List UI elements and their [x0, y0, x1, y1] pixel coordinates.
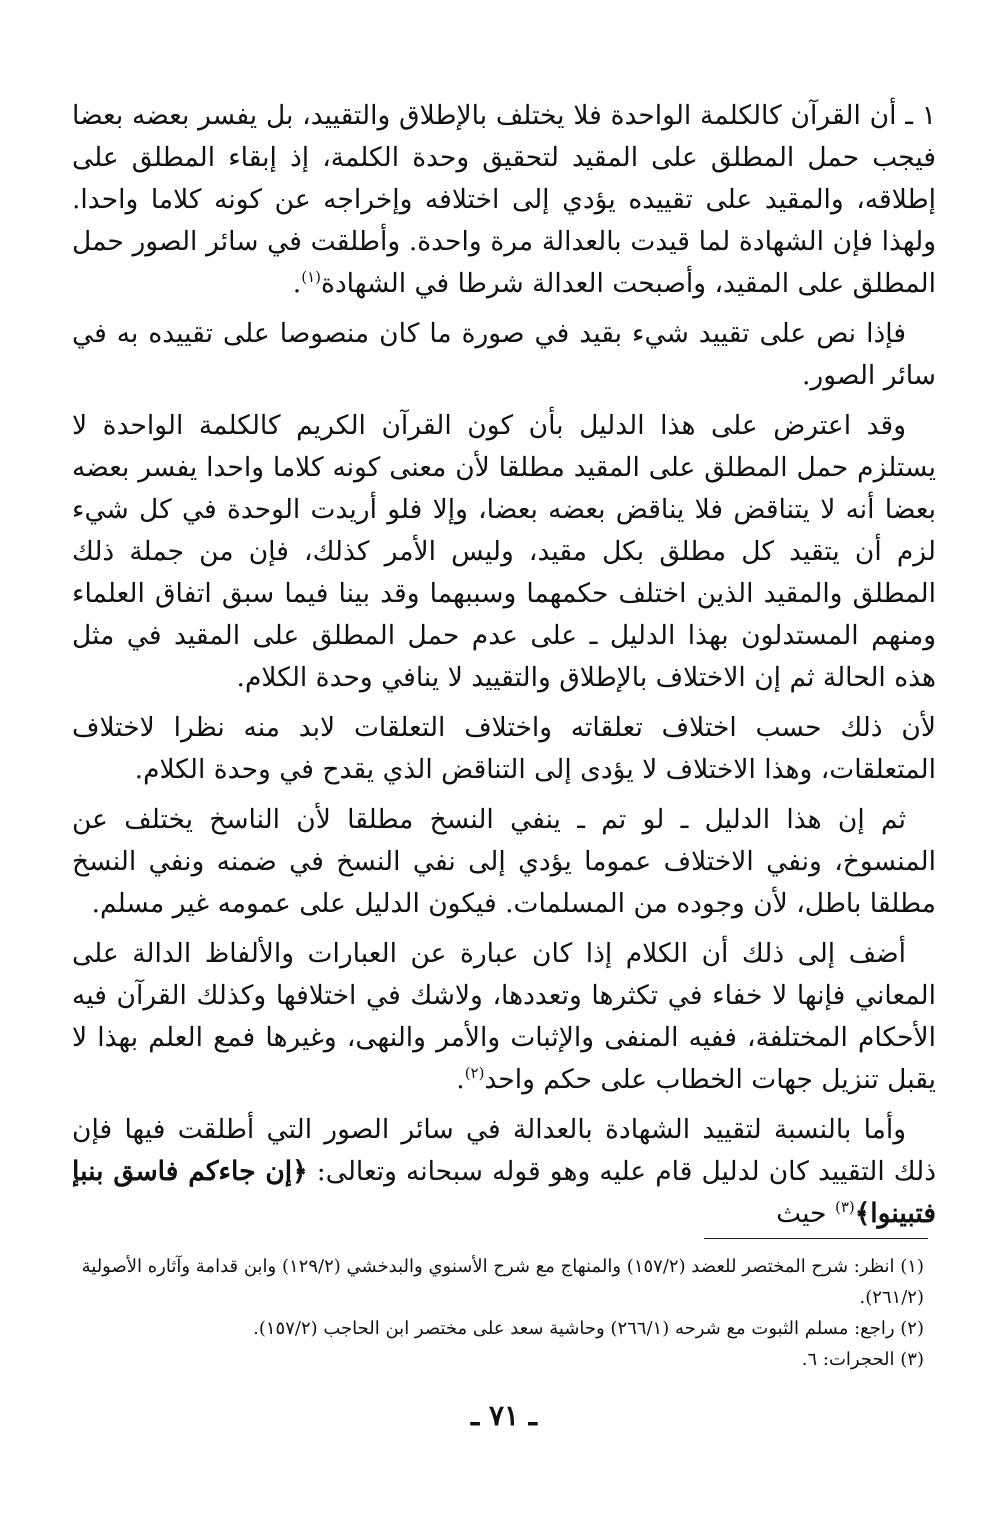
paragraph-7 [72, 1109, 936, 1235]
footnote-divider [704, 1238, 928, 1239]
paragraph-3: وقد اعترض على هذا الدليل بأن كون القرآن الكريم كالكلمة الواحدة لا يستلزم حمل المطلق على المقيد مطلقا لأن معنى كونه كلاما واحدا يفسر بعضه بعضا أنه لا يتناقض فلا يناقض بعضه بعضا، وإلا فلو أريدت الوحدة في كل شيء لزم أن يتقيد كل مطلق بكل مقيد، وليس الأمر كذلك، فإن من جملة ذلك المطلق والمقيد الذين اختلف حكمهما وسببهما وقد بينا فيما سبق اتفاق العلماء ومنهم المستدلون بهذا الدليل ـ على عدم حمل المطلق على المقيد في مثل هذه الحالة ثم إن الاختلاف بالإطلاق والتقييد لا ينافي وحدة الكلام. [72, 410, 936, 693]
paragraph-7-text: وأما بالنسبة لتقييد الشهادة بالعدالة في سائر الصور التي أطلقت فيها فإن ذلك التقييد كان لدليل قام عليه وهو قوله سبحانه وتعالى: [72, 1114, 936, 1187]
paragraph-6 [72, 933, 936, 1101]
paragraph-6-end: . [456, 1064, 465, 1095]
footnote-1: (١) انظر: شرح المختصر للعضد (١٥٧/٢) والمنهاج مع شرح الأسنوي والبدخشي (١٢٩/٢) وابن قدامة وآثاره الأصولية (٢٦١/٢). [81, 1256, 924, 1308]
paragraph-4: لأن ذلك حسب اختلاف تعلقاته واختلاف التعلقات لابد منه نظرا لاختلاف المتعلقات، وهذا الاختلاف لا يؤدى إلى التناقض الذي يقدح في وحدة الكلام. [72, 712, 936, 785]
main-text [72, 95, 936, 1243]
paragraph-1 [72, 95, 936, 305]
footnote-ref-1[interactable]: (١) [301, 268, 321, 287]
paragraph-1-end: . [292, 268, 302, 299]
footnote-3: (٣) الحجرات: ٦. [801, 1349, 924, 1370]
page-number: ـ ٧١ ـ [471, 1399, 537, 1432]
paragraph-1-text: ١ ـ أن القرآن كالكلمة الواحدة فلا يختلف بالإطلاق والتقييد، بل يفسر بعضه بعضا فيجب حمل المطلق على المقيد لتحقيق وحدة الكلمة، إذ إبقاء المطلق على إطلاقه، والمقيد على تقييده يؤدي إلى اختلافه وإخراجه عن كونه كلاما واحدا. ولهذا فإن الشهادة لما قيدت بالعدالة مرة واحدة. وأطلقت في سائر الصور حمل المطلق على المقيد، وأصبحت العدالة شرطا في الشهادة [72, 100, 936, 299]
quran-verse: ﴿إن جاءكم فاسق بنبإ فتبينوا﴾ [72, 1156, 936, 1229]
footnote-2: (٢) راجع: مسلم الثبوت مع شرحه (٢٦٦/١) وحاشية سعد على مختصر ابن الحاجب (١٥٧/٢). [253, 1318, 924, 1339]
paragraph-7-end: حيث [776, 1198, 835, 1229]
paragraph-5: ثم إن هذا الدليل ـ لو تم ـ ينفي النسخ مطلقا لأن الناسخ يختلف عن المنسوخ، ونفي الاختلاف عموما يؤدي إلى نفي النسخ في ضمنه ونفي النسخ مطلقا باطل، لأن وجوده من المسلمات. فيكون الدليل على عمومه غير مسلم. [72, 804, 936, 919]
paragraph-6-text: أضف إلى ذلك أن الكلام إذا كان عبارة عن العبارات والألفاظ الدالة على المعاني فإنها لا خفاء في تكثرها وتعددها، ولاشك في اختلافها وكذلك القرآن فيه الأحكام المختلفة، ففيه المنفى والإثبات والأمر والنهى، وغيرها فمع العلم بهذا لا يقبل تنزيل جهات الخطاب على حكم واحد [72, 938, 936, 1095]
paragraph-2: فإذا نص على تقييد شيء بقيد في صورة ما كان منصوصا على تقييده به في سائر الصور. [72, 318, 936, 391]
footnotes [72, 1251, 936, 1375]
footnote-ref-2[interactable]: (٢) [464, 1064, 485, 1083]
footnote-ref-3[interactable]: (٣) [834, 1198, 855, 1217]
